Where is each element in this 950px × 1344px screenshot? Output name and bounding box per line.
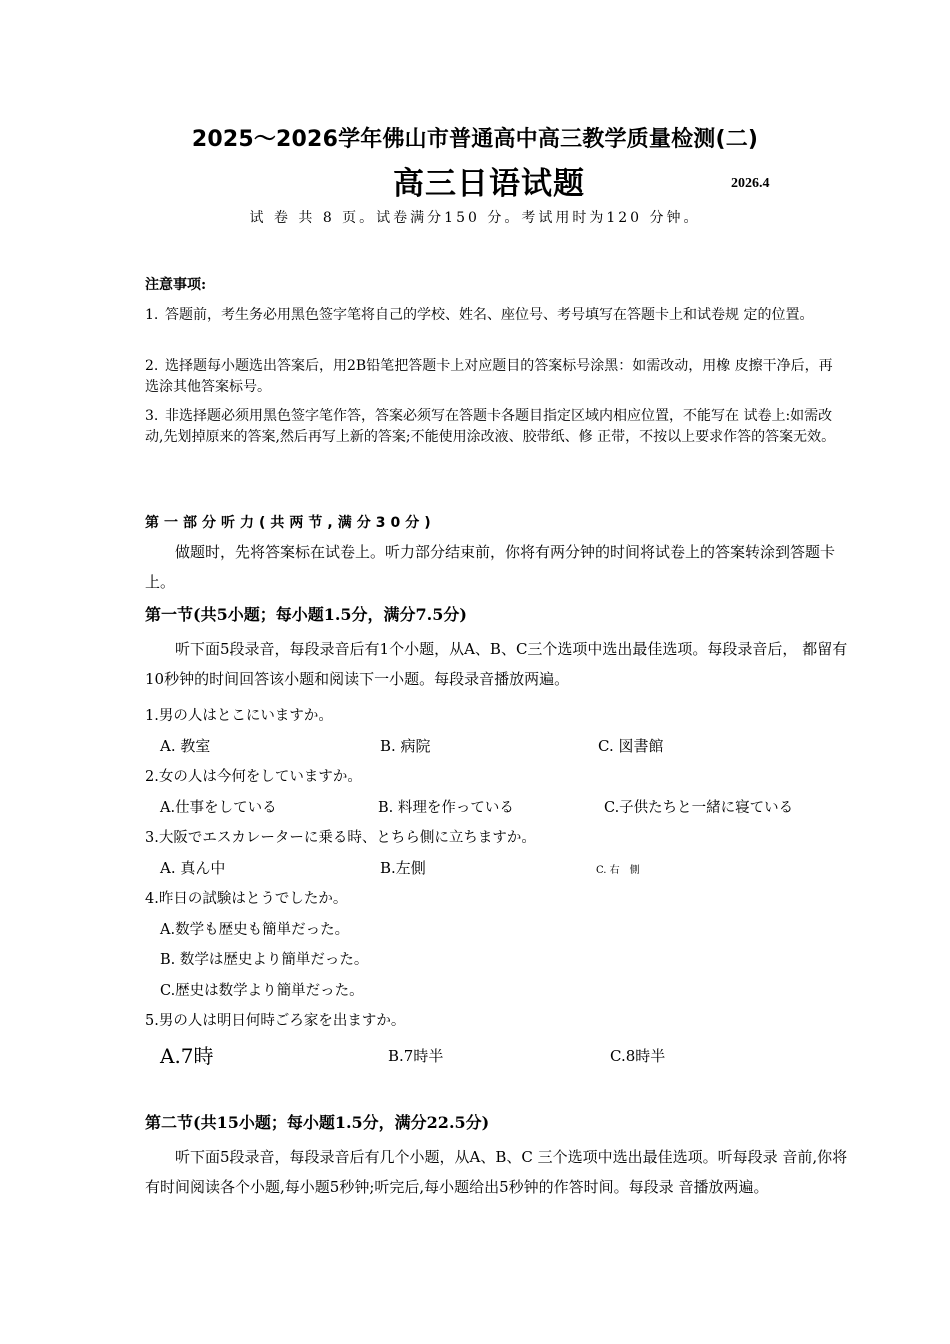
q1-option-a: A. 教室 bbox=[160, 737, 211, 755]
q3-option-c: C. 右 側 bbox=[596, 865, 640, 876]
section1-intro: 听下面5段录音，每段录音后有1个小题，从A、B、C三个选项中选出最佳选项。每段录音后， 都留有10秒钟的时间回答该小题和阅读下一小题。每段录音播放两遍。 bbox=[145, 640, 848, 688]
notice-item-number: 3. bbox=[145, 408, 159, 424]
question-3: 3.大阪でエスカレーターに乗る時、とちら側に立ちますか。 bbox=[145, 830, 536, 846]
exam-title-main: 高三日语试题 bbox=[393, 166, 585, 202]
part1-intro: 做题时，先将答案标在试卷上。听力部分结束前，你将有两分钟的时间将试卷上的答案转涂到答题卡上。 bbox=[145, 543, 836, 591]
notice-item-text: 非选择题必须用黑色签字笔作答，答案必须写在答题卡各题目指定区域内相应位置，不能写在 试卷上:如需改动,先划掉原来的答案,然后再写上新的答案;不能使用涂改液、胶带纸、修 正带，不按以上要求作答的答案无效。 bbox=[145, 408, 836, 445]
q1-option-c: C. 図書館 bbox=[598, 737, 664, 755]
notice-item-text: 选择题每小题选出答案后，用2B铅笔把答题卡上对应题目的答案标号涂黑：如需改动，用橡 皮擦干净后，再选涂其他答案标号。 bbox=[145, 358, 833, 395]
notice-item-text: 答题前，考生务必用黑色签字笔将自己的学校、姓名、座位号、考号填写在答题卡上和试卷规 定的位置。 bbox=[165, 307, 814, 323]
q3-option-b: B.左側 bbox=[380, 859, 426, 877]
q4-option-c: C.歴史は数学より簡単だった。 bbox=[160, 983, 364, 999]
notice-item-1 bbox=[145, 305, 845, 326]
notice-item-2 bbox=[145, 356, 845, 398]
q4-option-a: A.数学も歴史も簡単だった。 bbox=[160, 922, 350, 938]
notice-item-number: 2. bbox=[145, 358, 159, 374]
exam-date: 2026.4 bbox=[731, 176, 770, 191]
q3-option-a: A. 真ん中 bbox=[160, 859, 226, 877]
notice-heading: 注意事项: bbox=[145, 277, 207, 293]
section1-heading: 第一节(共5小题；每小题1.5分，满分7.5分) bbox=[145, 605, 467, 624]
section2-heading: 第二节(共15小题；每小题1.5分，满分22.5分) bbox=[145, 1113, 490, 1132]
notice-item-3 bbox=[145, 406, 845, 448]
q5-option-b: B.7時半 bbox=[388, 1047, 444, 1065]
part1-heading: 第一部分听力(共两节,满分30分) bbox=[145, 515, 436, 531]
q5-option-c: C.8時半 bbox=[610, 1047, 666, 1065]
section2-intro: 听下面5段录音，每段录音后有几个小题，从A、B、C 三个选项中选出最佳选项。听每段录 音前,你将有时间阅读各个小题,每小题5秒钟;听完后,每小题给出5秒钟的作答时间。每段录 音播放两遍。 bbox=[145, 1148, 848, 1196]
q4-option-b: B. 数学は歴史より簡単だった。 bbox=[160, 952, 369, 968]
q2-option-a: A.仕事をしている bbox=[160, 800, 277, 816]
q1-option-b: B. 病院 bbox=[380, 737, 431, 755]
q2-option-c: C.子供たちと一緒に寝ている bbox=[604, 800, 794, 816]
q2-option-b: B. 料理を作っている bbox=[378, 800, 514, 816]
exam-title-top: 2025～2026学年佛山市普通高中高三教学质量检测(二) bbox=[191, 127, 759, 152]
question-1: 1.男の人はとこにいますか。 bbox=[145, 708, 333, 724]
question-4: 4.昨日の試験はとうでしたか。 bbox=[145, 891, 348, 907]
notice-item-number: 1. bbox=[145, 307, 159, 323]
question-2: 2.女の人は今何をしていますか。 bbox=[145, 769, 362, 785]
question-5: 5.男の人は明日何時ごろ家を出ますか。 bbox=[145, 1013, 406, 1029]
q5-option-a: A.7時 bbox=[160, 1044, 214, 1068]
exam-info: 试 卷 共 8 页。试卷满分150 分。考试用时为120 分钟。 bbox=[249, 210, 701, 226]
